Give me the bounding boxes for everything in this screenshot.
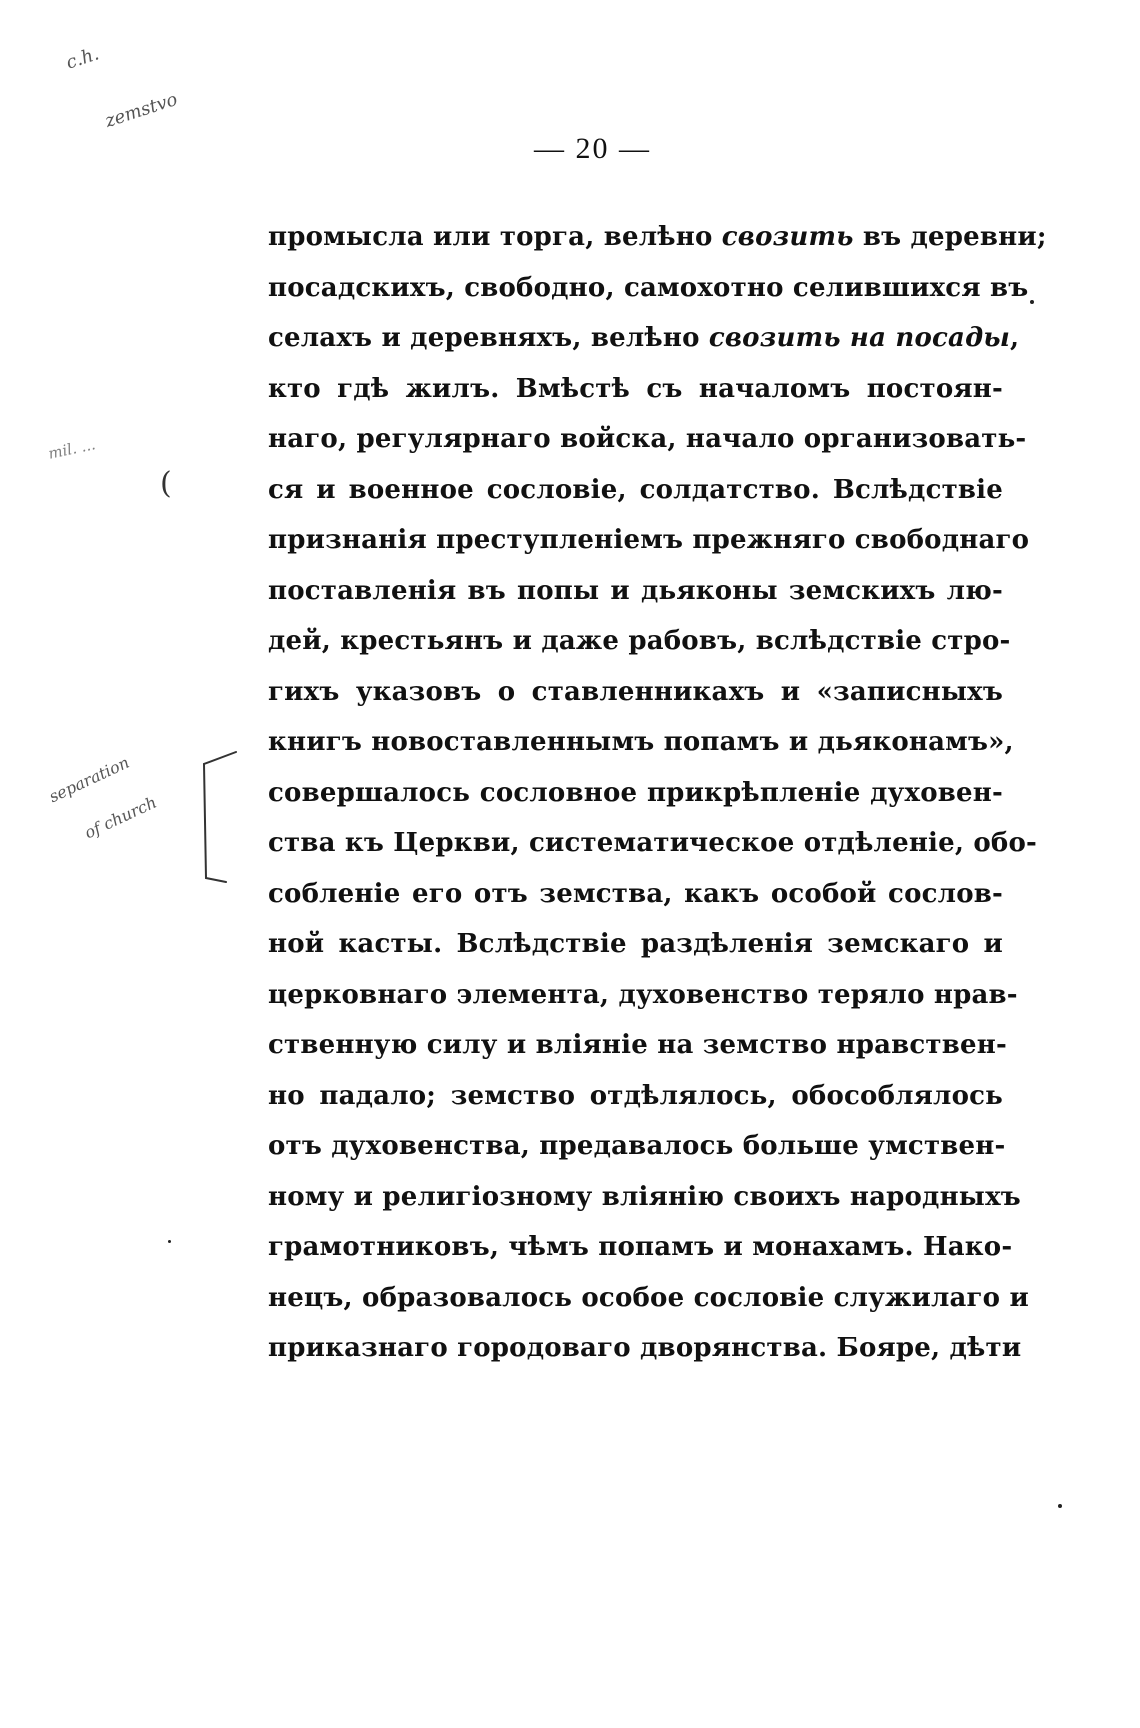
handwritten-margin-note: separation (46, 752, 133, 807)
text-line: грамотниковъ, чѣмъ попамъ и монахамъ. Нако- (268, 1232, 1013, 1262)
text-line: селахъ и деревняхъ, велѣно свозить на посады, (268, 323, 1020, 353)
ink-speck (1030, 300, 1034, 304)
body-text (268, 212, 1047, 1374)
text-line: ственную силу и вліяніе на земство нравствен- (268, 1030, 1007, 1060)
text-line: но падало; земство отдѣлялось, обособлялось (268, 1080, 1003, 1111)
text-line: отъ духовенства, предавалось больше умствен- (268, 1131, 1006, 1161)
pencil-bracket-mark (196, 748, 256, 888)
handwritten-margin-note: mil. ... (46, 435, 98, 463)
handwritten-margin-note: c.h. (63, 43, 102, 74)
text-line: собленіе его отъ земства, какъ особой сослов- (268, 878, 1003, 909)
handwritten-margin-note: zemstvo (102, 88, 181, 133)
text-line: приказнаго городоваго дворянства. Бояре, дѣти (268, 1333, 1022, 1363)
text-line: ной касты. Вслѣдствіе раздѣленія земскаго и (268, 929, 1003, 959)
text-line: промысла или торга, велѣно свозить въ деревни; (268, 222, 1047, 252)
text-line: посадскихъ, свободно, самохотно селившихся въ (268, 272, 1029, 303)
italic-emphasis: свозить на посады (708, 323, 1011, 353)
text-line: ся и военное сословіе, солдатство. Вслѣдствіе (268, 474, 1003, 505)
pencil-parenthesis-mark: ( (160, 466, 172, 501)
text-line: дей, крестьянъ и даже рабовъ, вслѣдствіе стро- (268, 626, 1011, 656)
text-line: кто гдѣ жилъ. Вмѣстѣ съ началомъ постоян- (268, 373, 1003, 404)
text-line: гихъ указовъ о ставленникахъ и «записныхъ (268, 676, 1003, 707)
text-line: наго, регулярнаго войска, начало организовать- (268, 424, 1027, 454)
text-line: поставленія въ попы и дьяконы земскихъ лю- (268, 575, 1003, 606)
text-line: нецъ, образовалось особое сословіе служилаго и (268, 1282, 1029, 1313)
text-line: ному и религіозному вліянію своихъ народныхъ (268, 1181, 1021, 1212)
italic-emphasis: свозить (721, 222, 854, 252)
text-line: признанія преступленіемъ прежняго свободнаго (268, 525, 1030, 555)
handwritten-margin-note: of church (81, 792, 160, 843)
text-line: книгъ новоставленнымъ попамъ и дьяконамъ», (268, 727, 1014, 757)
text-line: совершалось сословное прикрѣпленіе духовен- (268, 777, 1003, 808)
text-line: ства къ Церкви, систематическое отдѣленіе, обо- (268, 828, 1037, 858)
ink-speck (168, 1240, 171, 1243)
page-number: — 20 — (534, 132, 651, 165)
text-line: церковнаго элемента, духовенство теряло нрав- (268, 979, 1018, 1010)
ink-speck (1058, 1504, 1062, 1508)
